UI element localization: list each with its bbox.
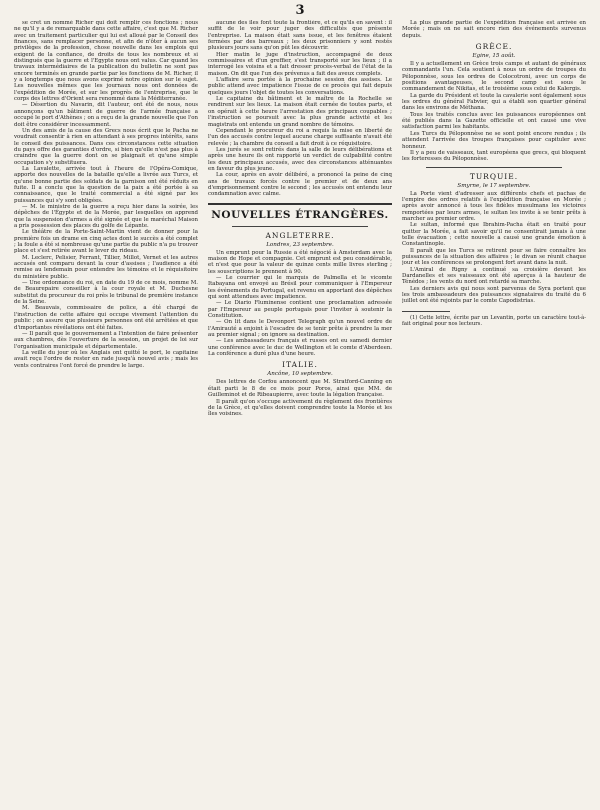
page-number: 3	[295, 3, 305, 18]
section-divider	[208, 203, 392, 205]
article-paragraph: Un des amis de la cause des Grecs nous écrit que le Pacha ne voudrait consentir à rien en attendant à ses propres intérêts, sans le conseil des puissances. Dans ces circonstances cette situation du pays offre des garanties d'ordre, si bien qu'elle n'est pas plus à craindre que la guerre dont on se plaignait et qu'une simple occupation s'y substituera.	[14, 127, 198, 166]
dateline: Egine, 15 août.	[472, 53, 516, 60]
article-paragraph: L'Amiral de Rigny a continué sa croisière devant les Dardanelles et ses vaisseaux ont été aperçus à la hauteur de Ténédos ; les vents du nord ont retardé sa marche.	[402, 266, 586, 286]
article-paragraph: — Une ordonnance du roi, en date du 19 de ce mois, nomme M. de Beaurepaire conseiller à la cour royale et M. Duchesne substitut du procureur du roi près le tribunal de première instance de la Seine.	[14, 280, 198, 306]
country-heading-italy: ITALIE.	[282, 360, 318, 370]
article-paragraph: aucune des îles font toute la frontière, et ce qu'ils en savent : il suffit de le voir pour juger des difficultés que présente l'entreprise. La maison était sans issue, et les fenêtres étaient fermées par des barreaux ; les deux prisonniers y sont restés plusieurs jours sans qu'on pût les découvrir.	[208, 20, 392, 52]
dateline: Ancône, 10 septembre.	[267, 371, 333, 378]
column-1	[14, 20, 198, 804]
column-2	[208, 20, 392, 804]
footnote-rule	[402, 311, 450, 312]
dateline: Londres, 23 septembre.	[266, 241, 334, 248]
article-paragraph: Il paraît qu'on s'occupe activement du règlement des frontières de la Grèce, et qu'elles doivent comprendre toute la Morée et les îles voisines.	[208, 398, 392, 418]
column-3	[402, 20, 586, 804]
columns	[14, 20, 586, 804]
article-paragraph: Les Turcs du Péloponnèse ne se sont point encore rendus ; ils attendent l'arrivée des troupes françaises pour capituler avec honneur.	[402, 130, 586, 150]
article-paragraph: Il paraît que les Turcs se retirent pour se faire connaître les puissances de la situation des affaires ; le divan se réunit chaque jour et les conférences se prolongent fort avant dans la nuit.	[402, 247, 586, 267]
article-paragraph: Tous les traités conclus avec les puissances européennes ont été publiés dans la Gazette officielle et ont causé une vive satisfaction parmi les habitants.	[402, 111, 586, 131]
article-paragraph: — Il paraît que le gouvernement a l'intention de faire présenter aux chambres, dès l'ouverture de la session, un projet de loi sur l'organisation municipale et départementale.	[14, 330, 198, 350]
country-heading-turkey: TURQUIE.	[469, 171, 519, 181]
article-paragraph: Le capitaine du bâtiment et le maître de la Rochelle se rendirent sur les lieux. La maison était cernée de toutes parts, et on opérait à cette heure l'arrestation des principaux coupables ; l'instruction se poursuit avec la plus grande activité et les magistrats ont entendu un grand nombre de témoins.	[208, 96, 392, 128]
article-paragraph: L'affaire sera portée à la prochaine session des assises. Le public attend avec impatience l'issue de ce procès qui fait depuis quelques jours l'objet de toutes les conversations.	[208, 77, 392, 96]
article-paragraph: — Les ambassadeurs français et russes ont eu samedi dernier une conférence avec le duc de Wellington et le comte d'Aberdeen. La conférence a duré plus d'une heure.	[208, 338, 392, 358]
article-paragraph: Les jurés se sont retirés dans la salle de leurs délibérations et après une heure ils ont rapporté un verdict de culpabilité contre les deux principaux accusés, avec des circonstances atténuantes en faveur du plus jeune.	[208, 146, 392, 172]
article-paragraph: — Le courrier qui le marquis de Palmella et le vicomte Itabayana ont envoyé au Brésil pour communiquer à l'Empereur les événements du Portugal, est revenu en apportant des dépêches qui sont attendues avec impatience.	[208, 275, 392, 301]
footnote: (1) Cette lettre, écrite par un Levantin, porte un caractère tout-à-fait original pour nos lecteurs.	[402, 314, 586, 327]
section-title: NOUVELLES ÉTRANGÈRES.	[211, 208, 389, 221]
article-paragraph: — On lit dans le Devonport Telegraph qu'un nouvel ordre de l'Amirauté a enjoint à l'escadre de se tenir prête à prendre la mer au premier signal ; on ignore sa destination.	[208, 319, 392, 339]
article-paragraph: M. Leclerc, Pelisier, Ferrant, Tillier, Millot, Vernet et les autres accusés ont comparu devant la cour d'assises ; l'audience a été remise au lendemain pour entendre les témoins et le réquisitoire du ministère public.	[14, 254, 198, 280]
article-paragraph: La veille du jour où les Anglais ont quitté le port, le capitaine avait reçu l'ordre de rester en rade jusqu'à nouvel avis ; mais les vents contraires l'ont forcé de prendre le large.	[14, 349, 198, 369]
article-paragraph: Des lettres de Corfou annoncent que M. Stratford-Canning en était parti le 8 de ce mois pour Poros, ainsi que MM. de Guilleminot et de Ribeaupierre, avec toute la légation française.	[208, 379, 392, 399]
divider	[232, 226, 368, 227]
country-heading-greece: GRÈCE.	[475, 42, 513, 52]
article-paragraph: Hier matin le juge d'instruction, accompagné de deux commissaires et d'un greffier, s'est transporté sur les lieux ; il a interrogé les voisins et a fait dresser procès-verbal de l'état de la maison. On dit que l'un des prévenus a fait des aveux complets.	[208, 51, 392, 77]
article-paragraph: Il y a peu de vaisseaux, tant européens que grecs, qui bloquent les forteresses du Péloponnèse.	[402, 149, 586, 163]
article-paragraph: Le sultan, informé que Ibrahim-Pacha était en traité pour quitter la Morée, a fait savoir qu'il ne consentirait jamais à une telle évacuation ; cette nouvelle a causé une grande émotion à Constantinople.	[402, 222, 586, 248]
divider	[426, 167, 562, 168]
article-paragraph: Il y a actuellement en Grèce trois camps et autant de généraux commandants l'un. Cela soutient à nous un ordre de troupes du Péloponnèse, sous les ordres de Colocotroni, avec un corps de positions avantageuses, le second camp est sous le commandement de Nikitas, et le troisième sous celui de Kalergis.	[402, 61, 586, 93]
article-paragraph: La garde du Président et toute la cavalerie sont également sous les ordres du général Fabvier, qui a établi son quartier général dans les environs de Méthana.	[402, 92, 586, 112]
article-paragraph: Le théâtre de la Porte-Saint-Martin vient de donner pour la première fois un drame en cinq actes dont le succès a été complet ; la foule a été si nombreuse qu'une partie du public n'a pu trouver place et s'est retirée avant le lever du rideau.	[14, 229, 198, 255]
article-paragraph: Cependant le procureur du roi a requis la mise en liberté de l'un des accusés contre lequel aucune charge suffisante n'avait été relevée ; la chambre du conseil a fait droit à ce réquisitoire.	[208, 127, 392, 147]
article-paragraph: — M. le ministre de la guerre a reçu hier dans la soirée, les dépêches de l'Égypte et de la Morée, par lesquelles on apprend que la suspension d'armes a été signée et que le maréchal Maison a pris possession des places du golfe de Lépante.	[14, 203, 198, 229]
article-paragraph: Un emprunt pour la Russie a été négocié à Amsterdam avec la maison de Hope et compagnie. Cet emprunt est peu considérable, et n'est que pour la valeur de quinze cents mille livres sterling ; les souscriptions le prennent à 90.	[208, 249, 392, 275]
article-paragraph: La cour, après en avoir délibéré, a prononcé la peine de cinq ans de travaux forcés contre le premier et de deux ans d'emprisonnement contre le second ; les accusés ont entendu leur condamnation avec calme.	[208, 172, 392, 198]
article-paragraph: La Lavalette, arrivée tout à l'heure de l'Opéra-Comique, apporte des nouvelles de la bataille qu'elle a livrée aux Turcs, et qu'une bonne partie des soldats de la garnison ont été réduits en fuite. Il a conclu que la question de la paix a été portée à sa connaissance, que le traité commercial a été signé par les puissances qui s'y sont obligées.	[14, 165, 198, 204]
article-paragraph: — Désertion du Navarin, dit l'auteur, ont été de nous, nous annonçons qu'un bâtiment de guerre de l'armée française a occupé le port d'Athènes ; on a reçu de la grande nouvelle que l'on doit être considérer incessamment.	[14, 102, 198, 128]
article-paragraph: La plus grande partie de l'expédition française est arrivée en Morée ; mais on ne sait encore rien des événements survenus depuis.	[402, 20, 586, 39]
dateline: Smyrne, le 17 septembre.	[457, 182, 531, 189]
article-paragraph: se cret un nommé Richer qui doit remplir ces fonctions ; nous ne qu'il y a de remarquable dans cette affaire, c'est que M. Richer avec un traitement particulier qui lui est alloué par le Conseil des finances, sans remplacer personne, et afin de n'ôter à aucun ses privilèges de la profession, chose nouvelle dans les emplois qui exigent de la confiance, de droits de tous les nombreux et si distingués que la guerre et l'Egypte nous ont valus. Car quand les travaux intermédiaires de la publication du bulletin ne sont pas encore terminés en grande partie par les fonctions de M. Richer, il y a longtemps que nous avons exprimé notre opinion sur le sujet. Les nouvelles mêmes que les journaux nous ont données de l'expédition de Morée, et sur les progrès de l'entreprise, que le corps des lettres d'Orient sera renommé dans la Méditerranée.	[14, 20, 198, 103]
country-heading-england: ANGLETERRE.	[265, 230, 335, 240]
article-paragraph: M. Beauvais, commissaire de police, a été chargé de l'instruction de cette affaire qui occupe vivement l'attention du public ; on assure que plusieurs personnes ont été arrêtées et que d'importantes révélations ont été faites.	[14, 305, 198, 331]
article-paragraph: La Porte vient d'adresser aux différents chefs et pachas de l'empire des ordres relatifs à l'expédition française en Morée ; après avoir annoncé à tous les fidèles musulmans les victoires remportées par leurs armes, le sultan les invite à se tenir prêts à marcher au premier ordre.	[402, 190, 586, 222]
article-paragraph: — Le Diario Fluminense contient une proclamation adressée par l'Empereur au peuple portugais pour l'inviter à soutenir la Constitution.	[208, 300, 392, 320]
article-paragraph: Les derniers avis qui nous sont parvenus de Syra portent que les trois ambassadeurs des puissances signataires du traité du 6 juillet ont été rejoints par le comte Capodistrias.	[402, 285, 586, 305]
